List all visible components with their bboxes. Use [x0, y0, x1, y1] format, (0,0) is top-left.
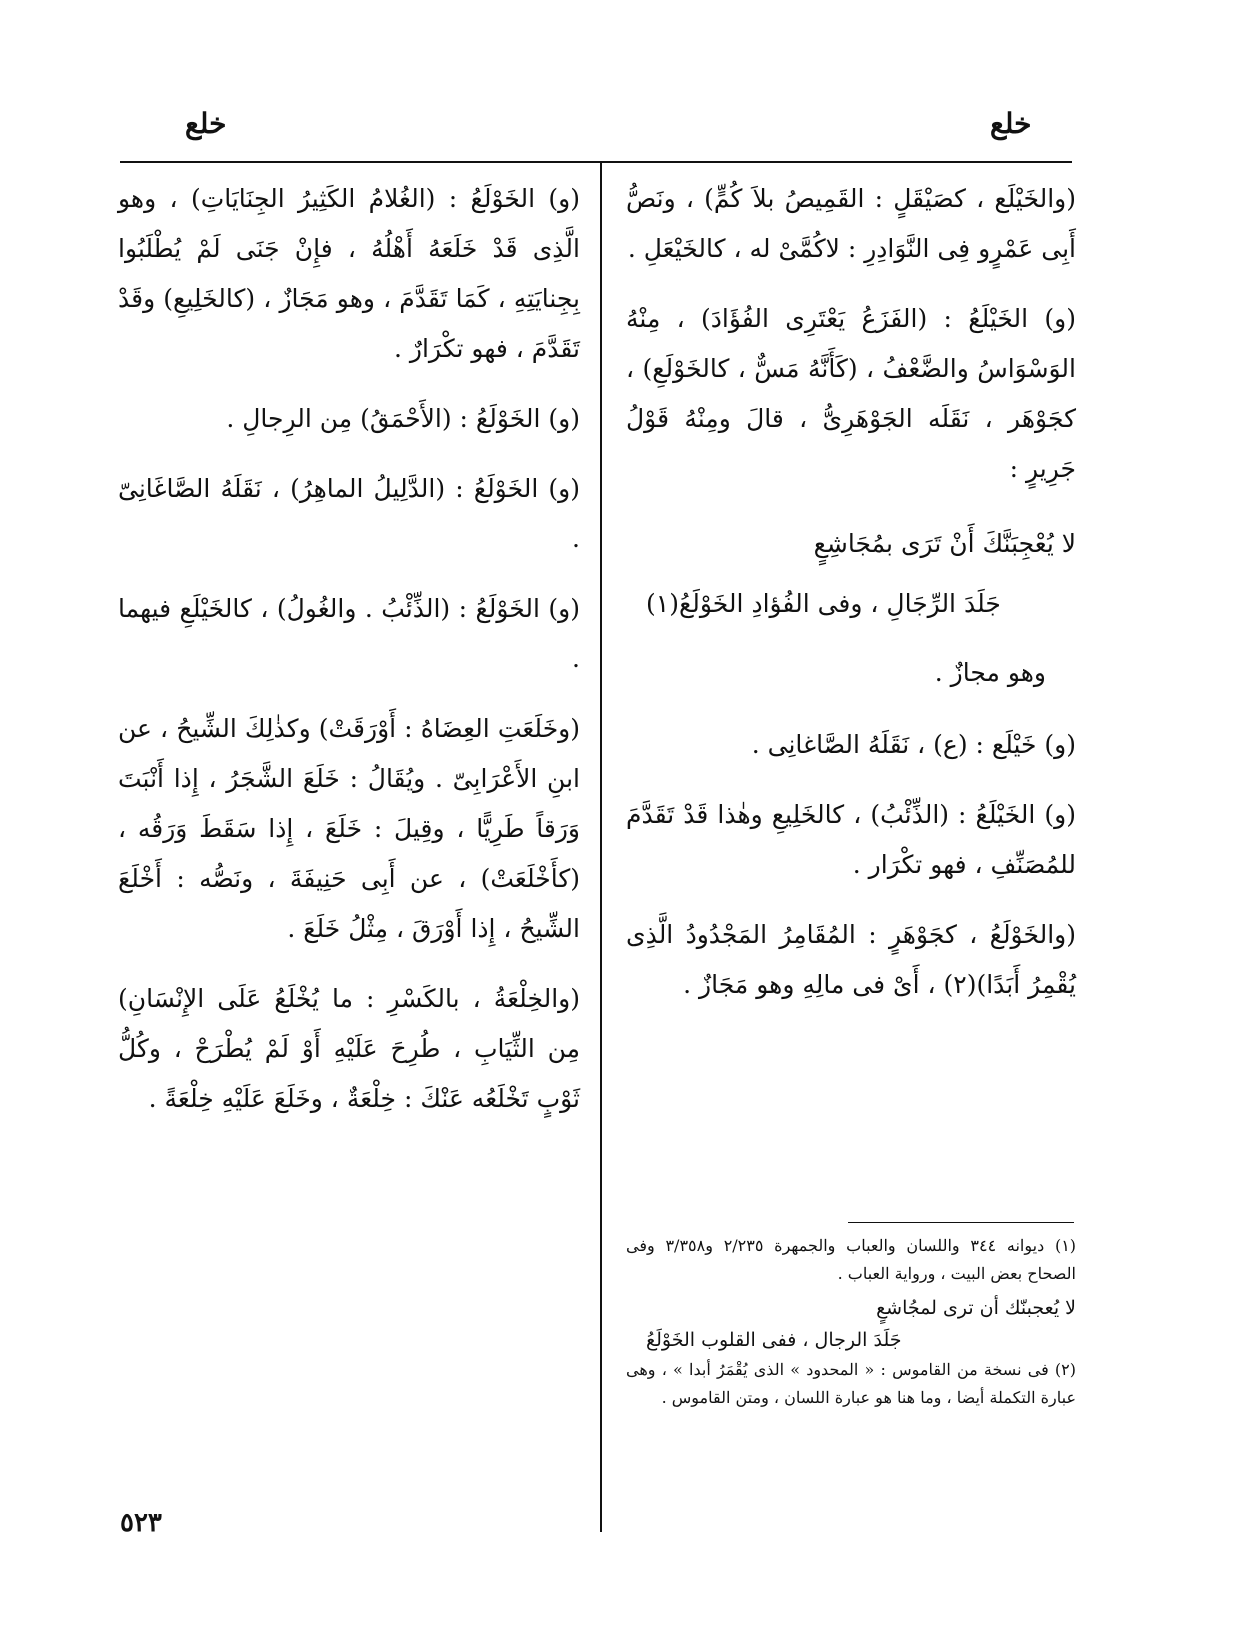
footnote-rule — [848, 1222, 1074, 1223]
footnote-verse-second: جَلَدَ الرجال ، ففى القلوب الخَوْلَعُ — [646, 1329, 902, 1351]
left-column — [118, 174, 580, 1144]
entry-paragraph: (و) خَيْلَع : (ع) ، نَقَلَهُ الصَّاغانِى . — [751, 730, 1076, 759]
header-rule — [120, 161, 1072, 163]
entry-paragraph: (و) الخَيْلَعُ : (الفَزَعُ يَعْتَرِى الفُؤَادَ) ، مِنْهُ الوَسْوَاسُ والضَّعْفُ ، (كَأَنَّهُ مَسٌّ ، كالخَوْلَعِ) ، كجَوْهَر ، نَقَلَه الجَوْهَرِىُّ ، قالَ ومِنْهُ قَوْلُ جَرِيرٍ : — [626, 304, 1076, 483]
footnote-verse-first: لا يُعجبنّك أن ترى لمجُاشعٍ — [876, 1297, 1076, 1319]
footnotes — [626, 1232, 1076, 1416]
entry-paragraph: (والخَوْلَعُ ، كجَوْهَرٍ : المُقَامِرُ المَجْدُودُ الَّذِى يُقْمِرُ أَبَدًا)(٢) ، أَىْ فى مالِهِ وهو مَجَازٌ . — [626, 920, 1076, 999]
verse — [626, 514, 1076, 634]
entry-paragraph: (و) الخَيْلَعُ : (الذِّئْبُ) ، كالخَلِيعِ وهٰذا قَدْ تَقَدَّمَ للمُصَنِّفِ ، فهو تكْرَار . — [626, 800, 1076, 879]
running-head-left: خلع — [185, 107, 227, 140]
entry-paragraph: (و) الخَوْلَعُ : (الأَحْمَقُ) مِن الرِجالِ . — [226, 404, 580, 433]
right-column — [626, 174, 1076, 1030]
footnote-1: (١) ديوانه ٣٤٤ واللسان والعباب والجمهرة ٢/٢٣٥ و٣/٣٥٨ وفى الصحاح بعض البيت ، ورواية العباب . — [626, 1236, 1077, 1283]
column-divider — [600, 162, 602, 1532]
entry-paragraph: (وخَلَعَتِ العِضَاهُ : أَوْرَقَتْ) وكذٰلِكَ الشِّيحُ ، عن ابنِ الأَعْرَابِىّ . ويُقَالُ : خَلَعَ الشَّجَرُ ، إِذا أَنْبَتَ وَرَقاً طَرِيًّا ، وقِيلَ : خَلَعَ ، إِذا سَقَطَ وَرَقُه ، (كأَخْلَعَتْ) ، عن أَبِى حَنِيفَةَ ، ونَصُّه : أَخْلَعَ الشِّيحُ ، إِذا أَوْرَقَ ، مِثْلُ خَلَعَ . — [118, 714, 580, 943]
entry-paragraph: (والخَيْلَع ، كصَيْقَلٍ : القَمِيصُ بلاَ كُمٍّ) ، ونَصُّ أَبِى عَمْرٍو فِى النَّوَادِرِ : لاكُمَّىْ له ، كالخَيْعَلِ . — [626, 184, 1076, 263]
running-head-right: خلع — [990, 107, 1032, 140]
entry-paragraph: (والخِلْعَةُ ، بالكَسْرِ : ما يُخْلَعُ عَلَى الإِنْسَانِ) مِن الثِّيَابِ ، طُرِحَ عَلَيْهِ أَوْ لَمْ يُطْرَحْ ، وكُلُّ ثَوْبٍ تَخْلَعُه عَنْكَ : خِلْعَةٌ ، وخَلَعَ عَلَيْهِ خِلْعَةً . — [118, 984, 580, 1113]
verse-first-hemistich: لا يُعْجِبَنَّكَ أَنْ تَرَى بمُجَاشِعٍ — [813, 529, 1076, 558]
entry-paragraph: (و) الخَوْلَعُ : (الغُلامُ الكَثِيرُ الجِنَايَاتِ) ، وهو الَّذِى قَدْ خَلَعَهُ أَهْلُهُ ، فإِنْ جَنَى لَمْ يُطْلَبُوا بِجِنايَتِهِ ، كَمَا تَقَدَّمَ ، وهو مَجَازٌ ، (كالخَلِيعِ) وقَدْ تَقَدَّمَ ، فهو تكْرَارٌ . — [118, 184, 580, 363]
page-number: ٥٢٣ — [120, 1508, 162, 1538]
footnote-2: (٢) فى نسخة من القاموس : « المحدود » الذى يُقْمَرُ أبدا » ، وهى عبارة التكملة أيضا ، وما هنا هو عبارة اللسان ، ومتن القاموس . — [626, 1360, 1076, 1407]
entry-paragraph: (و) الخَوْلَعُ : (الدَّلِيلُ الماهِرُ) ، نَقَلَهُ الصَّاغَانِىّ . — [118, 474, 580, 553]
verse-second-hemistich: جَلَدَ الرِّجَالِ ، وفى الفُؤادِ الخَوْلَعُ(١) — [646, 589, 1001, 618]
entry-paragraph: وهو مجازٌ . — [934, 658, 1046, 687]
entry-paragraph: (و) الخَوْلَعُ : (الذِّئْبُ . والغُولُ) ، كالخَيْلَعِ فيهما . — [118, 594, 580, 673]
